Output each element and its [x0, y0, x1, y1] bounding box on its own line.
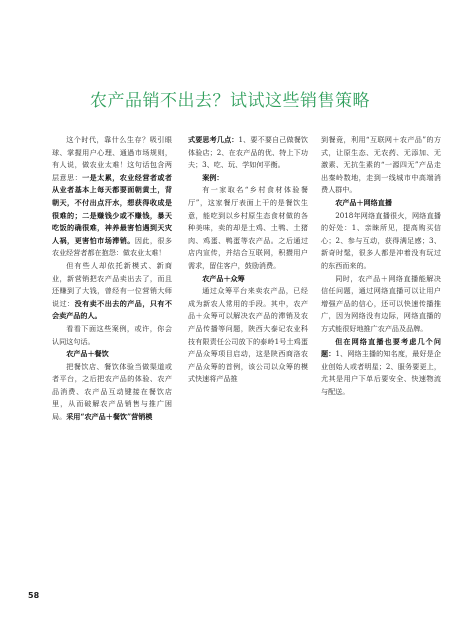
text-run: 1、网络主播的知名度，最好是企业创始人或者明星；2、服务要更上，尤其是用户下单后要安全、快速物流与配送。 — [321, 349, 441, 396]
text-run: 但有些人却依托新模式、新商业，新营销把农产品卖出去了，而且还赚到了大钱，曾经有一位营销大师说过： — [52, 260, 172, 308]
text-run: 这个时代，靠什么生存？吸引眼球、掌握用户心理、通過市场规则，有人说，做农业太难！这句话包含两层意思： — [52, 135, 172, 182]
column-1 — [52, 134, 172, 424]
paragraph: 同时，农产品＋网络直播能解决信任问题，通过网络直播可以让用户增强产品的信心，还可以快速传播推广，因为网络没有边际，网络直播的方式能很好地推广农产品及品牌。 — [321, 273, 441, 333]
section-heading: 农产品＋餐饮 — [66, 349, 109, 359]
text-run: 1、要不要自己做餐饮体验店；2、在农产品的优、特上下功夫；3、吃、玩、学如何平衡。 — [188, 135, 309, 170]
bold-text: 采用“农产品＋餐饮”营销模 — [66, 412, 153, 422]
paragraph — [321, 336, 441, 399]
bold-text: 一是太累，农业经营者或者从业者基本上每天都要面朝黄土，背朝天，不付出点汗水， — [52, 172, 173, 207]
bold-text: 没有卖不出去的产品，只有不会卖产品的人。 — [52, 298, 173, 321]
paragraph — [52, 260, 172, 323]
section-heading: 农产品＋网络直播 — [335, 197, 392, 207]
paragraph — [52, 134, 172, 260]
paragraph — [52, 361, 172, 424]
bold-text: 式要思考几点： — [188, 135, 239, 144]
column-3 — [321, 134, 441, 398]
article-title: 农产品销不出去？试试这些销售策略 — [90, 91, 370, 111]
paragraph: 看看下面这些案例，或许，你会认同这句话。 — [52, 323, 172, 346]
paragraph: 到餐竟，利用“互联网＋农产品”的方式，让原生态、无农药、无添加、无激素、无抗生素的“一源四无”产品走出秦岭数地，走到一线城市中高端消费人群中。 — [321, 135, 441, 195]
paragraph: 2018年网络直播很火，网络直播的好处：1、亲睐所见，提高购买信心；2、参与互动，获得满足感；3、新奇时髦，很多人都是冲着没有玩过的东西而来的。 — [321, 210, 441, 270]
column-2 — [188, 134, 308, 386]
bold-text: 但在网络直播也要考虑几个问题： — [321, 336, 441, 359]
bold-text: 想获得收成是很难的；二是赚钱少或不赚钱，暴天吃饭的确很难，神养最害怕遇到天灾人祸，更害怕市场滞销。 — [52, 197, 173, 245]
paragraph — [188, 134, 308, 172]
page-number: 58 — [28, 591, 40, 600]
paragraph: 通过众筹平台来卖农产品，已经成为新农人常用的手段。其中，农产品＋众筹可以解决农产品的滞销及农产品传播等问题，陕西大泰记农业科技有限责任公司放下的泰岭1号土鸡蛋产品众筹项目启动，这是陕西商洛农产品众筹的首例，该公司以众筹的模式快速将产品推 — [188, 286, 308, 384]
paragraph: 有一家取名“乡村食材体验餐厅”，这家餐厅表面上干的是餐饮生意，能吃到以乡村原生态食材做的各种美味，卖的却是土鸡、土鸭、土猪肉、鸡蛋、鸭蛋等农产品。之后通过店内宣传，并结合互联网，积攒用户需求，留住客户，鼓励消费。 — [188, 185, 308, 270]
section-heading: 农产品＋众筹 — [202, 273, 245, 283]
section-heading: 案例： — [202, 172, 224, 182]
text-run: 把餐饮店、餐饮体验当做渠道或者平台，之后把农产品的体验、农产品消费、农产品互动键接在餐饮店里，从而破解农产品销售与推广困局。 — [52, 361, 172, 422]
text-run: 因此，很多农业经营者都在抱怨：做农业太难！ — [52, 235, 173, 258]
